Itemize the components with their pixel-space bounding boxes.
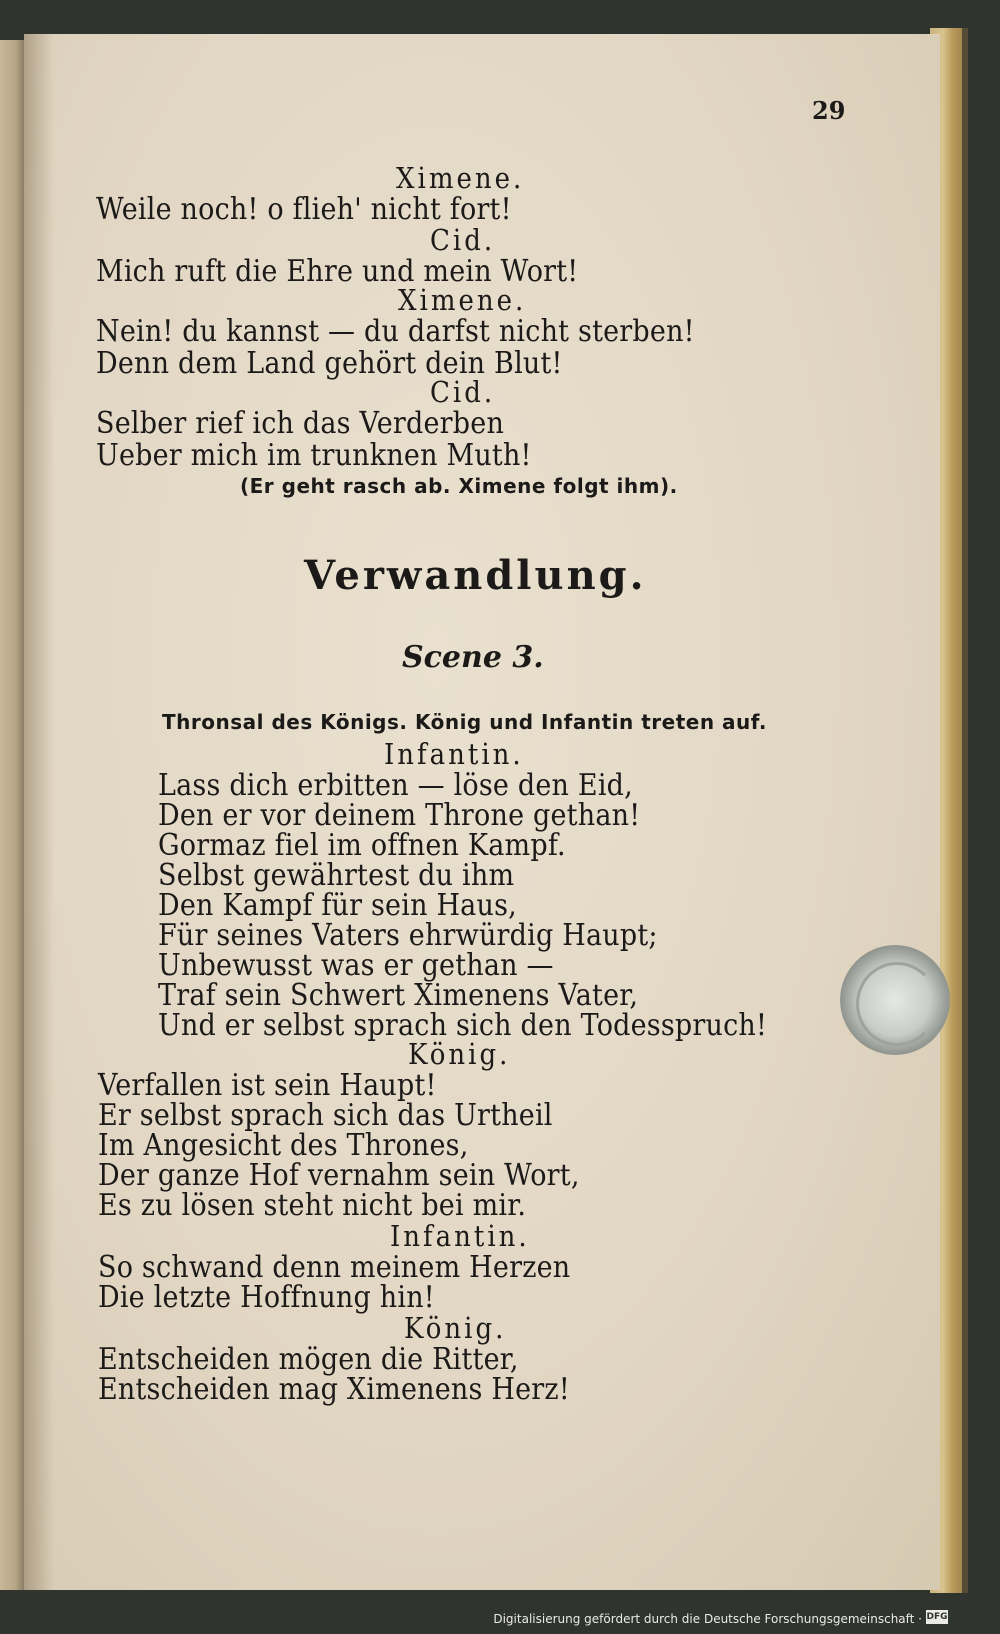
verse-line: Im Angesicht des Thrones,: [98, 1128, 469, 1163]
verse-line: Nein! du kannst — du darfst nicht sterben!: [96, 314, 695, 349]
verse-line: Die letzte Hoffnung hin!: [98, 1280, 435, 1315]
speaker-infantin: Infantin.: [390, 1220, 530, 1254]
verse-line: Lass dich erbitten — löse den Eid,: [158, 768, 633, 803]
speaker-cid: Cid.: [430, 376, 496, 410]
verse-line: Es zu lösen steht nicht bei mir.: [98, 1188, 527, 1223]
book-edge-shadow: [962, 28, 968, 1593]
verse-line: Verfallen ist sein Haupt!: [98, 1068, 437, 1103]
verse-line: Weile noch! o flieh' nicht fort!: [96, 192, 512, 227]
verse-line: Denn dem Land gehört dein Blut!: [96, 346, 563, 381]
speaker-koenig: König.: [404, 1312, 507, 1346]
verse-line: Selbst gewährtest du ihm: [158, 858, 515, 893]
verse-line: Den Kampf für sein Haus,: [158, 888, 517, 923]
book-page: [24, 34, 940, 1590]
scene-title: Scene 3.: [402, 640, 544, 675]
verse-line: Entscheiden mögen die Ritter,: [98, 1342, 519, 1377]
verse-line: Er selbst sprach sich das Urtheil: [98, 1098, 553, 1133]
verse-line: Entscheiden mag Ximenens Herz!: [98, 1372, 570, 1407]
verse-line: Und er selbst sprach sich den Todesspruch!: [158, 1008, 768, 1043]
stage-direction: Thronsal des Königs. König und Infantin treten auf.: [162, 710, 767, 734]
verse-line: Ueber mich im trunknen Muth!: [96, 438, 532, 473]
stage-direction: (Er geht rasch ab. Ximene folgt ihm).: [240, 474, 678, 498]
dfg-logo-icon: DFG: [926, 1612, 948, 1622]
verse-line: So schwand denn meinem Herzen: [98, 1250, 571, 1285]
verse-line: Selber rief ich das Verderben: [96, 406, 505, 441]
speaker-infantin: Infantin.: [384, 738, 524, 772]
verse-line: Den er vor deinem Throne gethan!: [158, 798, 641, 833]
speaker-ximene: Ximene.: [396, 162, 525, 196]
verse-line: Für seines Vaters ehrwürdig Haupt;: [158, 918, 658, 953]
speaker-ximene: Ximene.: [398, 284, 527, 318]
page-number: 29: [812, 96, 846, 125]
verse-line: Gormaz fiel im offnen Kampf.: [158, 828, 566, 863]
gutter-shadow: [24, 34, 54, 1590]
speaker-koenig: König.: [408, 1038, 511, 1072]
speaker-cid: Cid.: [430, 224, 496, 258]
verse-line: Mich ruft die Ehre und mein Wort!: [96, 254, 579, 289]
footer-credit: Digitalisierung gefördert durch die Deutsche Forschungsgemeinschaft ·: [493, 1612, 922, 1626]
section-title: Verwandlung.: [304, 552, 647, 599]
scan-left-page-edge: [0, 40, 26, 1590]
verse-line: Unbewusst was er gethan —: [158, 948, 554, 983]
verse-line: Traf sein Schwert Ximenens Vater,: [158, 978, 639, 1013]
verse-line: Der ganze Hof vernahm sein Wort,: [98, 1158, 580, 1193]
page-clip-ring-icon: [856, 962, 938, 1046]
